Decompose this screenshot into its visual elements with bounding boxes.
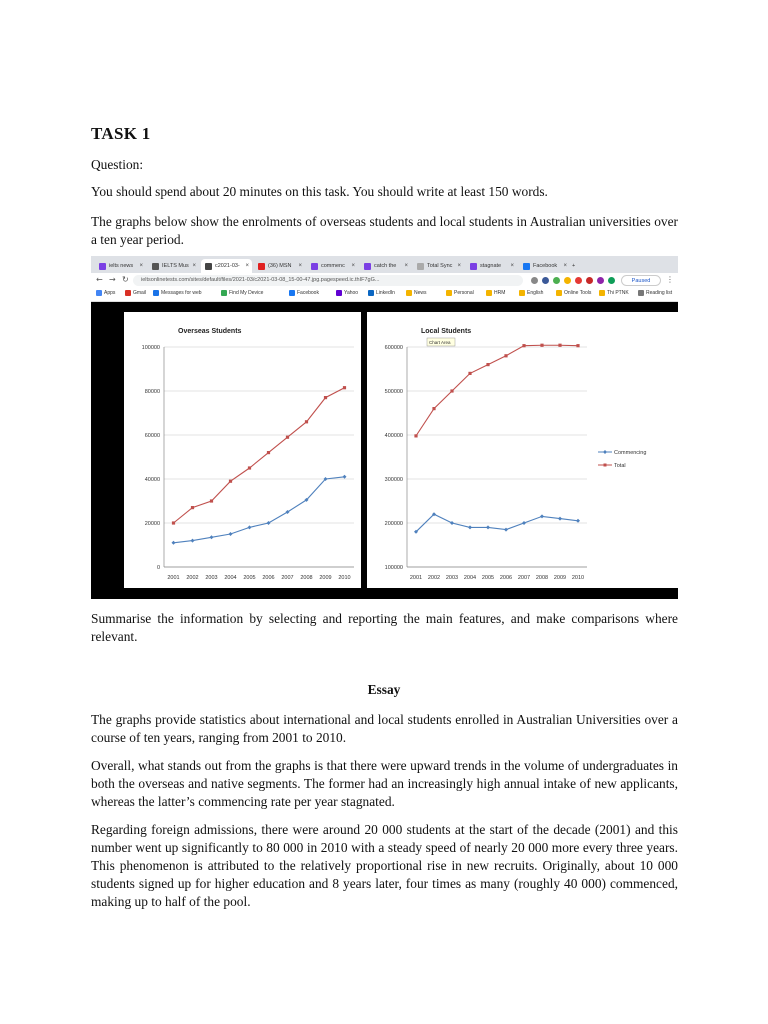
data-point xyxy=(172,541,176,545)
close-icon: × xyxy=(563,263,567,269)
x-tick-label: 2010 xyxy=(338,575,351,581)
tab-favicon xyxy=(311,263,318,270)
y-tick-label: 400000 xyxy=(384,433,403,439)
data-point xyxy=(522,344,525,347)
extension-icon xyxy=(608,277,615,284)
bookmark-icon xyxy=(486,290,492,296)
back-icon: ← xyxy=(96,275,103,284)
bookmark-item xyxy=(556,290,591,296)
y-tick-label: 40000 xyxy=(144,477,160,483)
x-tick-label: 2003 xyxy=(205,575,218,581)
x-tick-label: 2007 xyxy=(517,575,531,581)
data-point xyxy=(248,525,252,529)
data-point xyxy=(522,521,526,525)
y-tick-label: 80000 xyxy=(144,389,160,395)
bookmark-item xyxy=(368,290,395,296)
essay-paragraph: The graphs provide statistics about international and local students enrolled in Australian Universities over a course of ten years, ranging from 2001 to 2010. xyxy=(91,712,678,745)
tab-label: stagnate xyxy=(480,263,502,269)
bookmark-icon xyxy=(556,290,562,296)
data-point xyxy=(576,344,579,347)
x-tick-label: 2010 xyxy=(571,575,585,581)
y-tick-label: 200000 xyxy=(384,521,403,527)
data-point xyxy=(191,539,195,543)
y-tick-label: 0 xyxy=(156,565,160,571)
bookmark-item xyxy=(153,290,202,296)
data-point xyxy=(210,499,213,502)
data-point xyxy=(286,436,289,439)
bookmark-item xyxy=(446,290,474,296)
bookmark-label: Facebook xyxy=(297,290,319,296)
tab-label: c2021-03- xyxy=(215,263,240,269)
bookmark-item xyxy=(599,290,629,296)
x-tick-label: 2004 xyxy=(224,575,237,581)
bookmark-icon xyxy=(336,290,342,296)
local-students-chart xyxy=(367,312,594,588)
browser-tab xyxy=(148,259,199,273)
bookmark-icon xyxy=(153,290,159,296)
legend-label: Commencing xyxy=(614,450,647,456)
x-tick-label: 2005 xyxy=(243,575,256,581)
data-point xyxy=(558,517,562,521)
summarise-instruction: Summarise the information by selecting and reporting the main features, and make comparisons where relevant. xyxy=(91,611,678,644)
y-tick-label: 20000 xyxy=(144,521,160,527)
bookmark-label: HRM xyxy=(494,290,506,296)
bookmark-item xyxy=(406,290,427,296)
close-icon: × xyxy=(457,263,461,269)
task-instruction: You should spend about 20 minutes on this task. You should write at least 150 words. xyxy=(91,184,548,199)
tab-favicon xyxy=(523,263,530,270)
browser-tab xyxy=(519,259,570,273)
browser-tab xyxy=(360,259,411,273)
y-tick-label: 100000 xyxy=(384,565,403,571)
tab-favicon xyxy=(152,263,159,270)
bookmark-label: Thi PTNK xyxy=(607,290,629,296)
tab-label: Total Sync xyxy=(427,263,453,269)
bookmark-label: LinkedIn xyxy=(376,290,395,296)
bookmark-item xyxy=(336,290,358,296)
bookmark-icon xyxy=(125,290,131,296)
data-point xyxy=(267,451,270,454)
x-tick-label: 2005 xyxy=(481,575,495,581)
tab-label: catch the xyxy=(374,263,397,269)
data-point xyxy=(191,506,194,509)
task-prompt: The graphs below show the enrolments of overseas students and local students in Australian universities over a ten year period. xyxy=(91,214,678,247)
close-icon: × xyxy=(404,263,408,269)
legend-marker xyxy=(603,450,607,454)
bookmark-label: Gmail xyxy=(133,290,147,296)
data-point xyxy=(172,521,175,524)
x-tick-label: 2004 xyxy=(463,575,477,581)
data-point xyxy=(432,407,435,410)
series-line-commencing xyxy=(174,477,345,543)
task-title: TASK 1 xyxy=(91,124,151,143)
x-tick-label: 2009 xyxy=(319,575,332,581)
extension-icon xyxy=(564,277,571,284)
extension-icon xyxy=(586,277,593,284)
bookmark-item xyxy=(125,290,146,296)
bookmark-item xyxy=(638,290,672,296)
tab-favicon xyxy=(364,263,371,270)
tab-label: (36) MSN xyxy=(268,263,292,269)
data-point xyxy=(504,354,507,357)
y-tick-label: 600000 xyxy=(384,345,403,351)
bookmark-label: Messages for web xyxy=(161,290,202,296)
data-point xyxy=(210,535,214,539)
overseas-students-chart xyxy=(124,312,361,588)
tab-label: commenc xyxy=(321,263,345,269)
data-point xyxy=(504,528,508,532)
bookmark-label: Reading list xyxy=(646,290,673,296)
x-tick-label: 2007 xyxy=(281,575,294,581)
embedded-browser-screenshot xyxy=(91,256,678,599)
x-tick-label: 2003 xyxy=(445,575,459,581)
bookmark-item xyxy=(96,290,115,296)
close-icon: × xyxy=(510,263,514,269)
tab-label: IELTS Mus xyxy=(162,263,189,269)
bookmark-label: English xyxy=(527,290,544,296)
data-point xyxy=(468,525,472,529)
data-point xyxy=(450,389,453,392)
x-tick-label: 2006 xyxy=(499,575,513,581)
close-icon: × xyxy=(351,263,355,269)
series-line-total xyxy=(416,345,578,436)
legend-label: Total xyxy=(614,463,626,469)
tab-label: Facebook xyxy=(533,263,558,269)
extension-icon xyxy=(575,277,582,284)
browser-tab xyxy=(254,259,305,273)
legend-panel xyxy=(594,312,678,588)
bookmark-icon xyxy=(221,290,227,296)
data-point xyxy=(540,344,543,347)
browser-tab xyxy=(201,259,252,273)
close-icon: × xyxy=(245,263,249,269)
essay-title: Essay xyxy=(367,682,401,697)
data-point xyxy=(486,525,490,529)
extension-icon xyxy=(597,277,604,284)
bookmark-icon xyxy=(289,290,295,296)
x-tick-label: 2001 xyxy=(409,575,423,581)
bookmark-label: Online Tools xyxy=(564,290,592,296)
extension-icon xyxy=(553,277,560,284)
data-point xyxy=(450,521,454,525)
x-tick-label: 2002 xyxy=(427,575,441,581)
address-bar: ieltsonlinetests.com/sites/default/files/2021-03/c2021-03-08_15-00-47.jpg.pagespeed.ic.thIF7gG... xyxy=(133,275,523,286)
data-point xyxy=(324,396,327,399)
close-icon: × xyxy=(298,263,302,269)
tab-favicon xyxy=(205,263,212,270)
essay-paragraph: Overall, what stands out from the graphs is that there were upward trends in the volume of undergraduates in both the overseas and native segments. The former had an increasingly high annual intake of new applicants, whereas the latter’s commencing rate per year stagnated. xyxy=(91,758,678,809)
tab-favicon xyxy=(258,263,265,270)
new-tab-icon: + xyxy=(572,263,576,269)
browser-tab xyxy=(413,259,464,273)
bookmark-label: News xyxy=(414,290,427,296)
bookmark-icon xyxy=(638,290,644,296)
data-point xyxy=(576,519,580,523)
tab-favicon xyxy=(417,263,424,270)
x-tick-label: 2002 xyxy=(186,575,199,581)
chart-title: Local Students xyxy=(421,328,472,335)
bookmark-item xyxy=(289,290,319,296)
bookmark-icon xyxy=(368,290,374,296)
tab-favicon xyxy=(470,263,477,270)
x-tick-label: 2009 xyxy=(553,575,567,581)
x-tick-label: 2001 xyxy=(167,575,180,581)
x-tick-label: 2006 xyxy=(262,575,275,581)
legend-marker xyxy=(604,464,607,467)
bookmark-item xyxy=(486,290,505,296)
question-label: Question: xyxy=(91,157,144,172)
data-point xyxy=(414,434,417,437)
reload-icon: ↻ xyxy=(122,275,129,284)
profile-button: Paused xyxy=(621,275,661,286)
bookmark-icon xyxy=(446,290,452,296)
y-tick-label: 60000 xyxy=(144,433,160,439)
bookmark-item xyxy=(519,290,543,296)
data-point xyxy=(229,532,233,536)
data-point xyxy=(468,372,471,375)
x-tick-label: 2008 xyxy=(535,575,549,581)
data-point xyxy=(248,466,251,469)
bookmark-label: Find My Device xyxy=(229,290,264,296)
y-tick-label: 300000 xyxy=(384,477,403,483)
data-point xyxy=(229,480,232,483)
bookmark-icon xyxy=(406,290,412,296)
data-point xyxy=(486,363,489,366)
browser-tab xyxy=(95,259,146,273)
y-tick-label: 100000 xyxy=(141,345,160,351)
data-point xyxy=(540,514,544,518)
data-point xyxy=(343,386,346,389)
y-tick-label: 500000 xyxy=(384,389,403,395)
bookmark-label: Apps xyxy=(104,290,116,296)
bookmark-icon xyxy=(96,290,102,296)
browser-tab xyxy=(466,259,517,273)
close-icon: × xyxy=(192,263,196,269)
tooltip-text: Chart Area xyxy=(429,340,451,345)
tab-label: ielts news xyxy=(109,263,134,269)
chart-title: Overseas Students xyxy=(178,328,242,335)
essay-paragraph: Regarding foreign admissions, there were around 20 000 students at the start of the decade (2001) and this number went up significantly to 80 000 in 2010 with a steady speed of nearly 20 000 more every three years. This phenomenon is attributed to the relatively proportional rise in new recruits. Originally, about 10 000 students signed up for higher education and 8 years later, four times as many (roughly 40 000) commenced, making up to half of the pool. xyxy=(91,822,678,909)
data-point xyxy=(558,344,561,347)
bookmark-icon xyxy=(519,290,525,296)
bookmark-item xyxy=(221,290,263,296)
close-icon: × xyxy=(139,263,143,269)
tab-favicon xyxy=(99,263,106,270)
bookmark-label: Yahoo xyxy=(344,290,359,296)
series-line-total xyxy=(174,388,345,523)
bookmark-label: Personal xyxy=(454,290,474,296)
data-point xyxy=(343,475,347,479)
forward-icon: → xyxy=(109,275,116,284)
extension-icon xyxy=(542,277,549,284)
x-tick-label: 2008 xyxy=(300,575,313,581)
browser-tab xyxy=(307,259,358,273)
browser-tab-bar xyxy=(91,256,678,273)
share-icon xyxy=(531,277,538,284)
data-point xyxy=(305,420,308,423)
menu-icon: ⋮ xyxy=(666,275,674,284)
bookmark-icon xyxy=(599,290,605,296)
